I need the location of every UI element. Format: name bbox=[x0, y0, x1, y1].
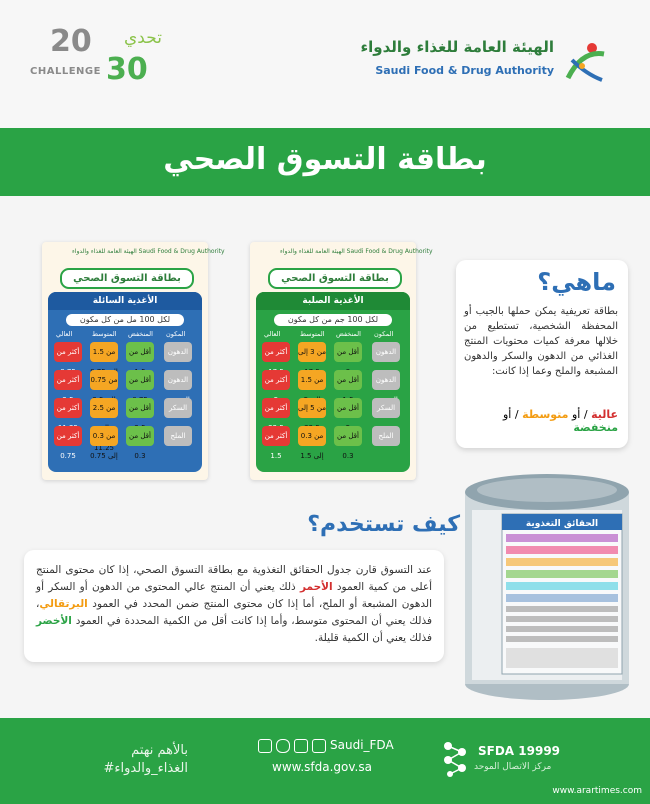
row-label: الدهون bbox=[164, 342, 192, 362]
sfda-emblem-icon bbox=[562, 40, 610, 86]
challenge-en: CHALLENGE bbox=[30, 66, 101, 77]
levels-line bbox=[456, 408, 618, 434]
title-banner bbox=[0, 128, 650, 196]
cell-low: أقل من 0.3 bbox=[126, 426, 154, 446]
youtube-icon[interactable] bbox=[312, 739, 326, 753]
col-content: المكون bbox=[166, 330, 186, 338]
website-link[interactable]: www.sfda.gov.sa bbox=[272, 760, 372, 774]
cell-high: أكثر من 1.5 bbox=[262, 426, 290, 446]
level-sep: / أو bbox=[503, 408, 523, 421]
card-unit: لكل 100 مل من كل مكون bbox=[66, 314, 184, 326]
cell-low: أقل من bbox=[334, 398, 362, 418]
cell-high: أكثر من 0.75 bbox=[54, 426, 82, 446]
cell-mid: من 0.3 إلى 1.5 bbox=[298, 426, 326, 446]
cell-high: أكثر من bbox=[54, 342, 82, 362]
cell-mid: من 0.75 bbox=[90, 370, 118, 390]
card-logo: الهيئة العامة للغذاء والدواء Saudi Food & Drug Authority bbox=[280, 248, 433, 255]
how-text-part: ذلك يعني أن المنتج عالي المحتوى من الدهون أو السكر أو الدهون المشبعة أو الملح، أما إذا كان محتوى المنتج ضمن المحدد في العمود bbox=[36, 581, 432, 610]
level-mid: متوسطة bbox=[522, 408, 569, 421]
cell-low: أقل من bbox=[126, 342, 154, 362]
sfda-logo bbox=[360, 36, 610, 92]
row-label: الملح bbox=[164, 426, 192, 446]
cell-low: أقل من bbox=[334, 370, 362, 390]
cell-low: أقل من bbox=[126, 370, 154, 390]
vision-2030-challenge-logo bbox=[28, 24, 178, 94]
card-table bbox=[48, 292, 202, 472]
highlight-green: الأخضر bbox=[36, 615, 72, 627]
page-title: بطاقة التسوق الصحي bbox=[163, 142, 487, 177]
header bbox=[0, 0, 650, 128]
col-mid: المتوسط bbox=[300, 330, 325, 338]
challenge-30: 30 bbox=[106, 52, 148, 87]
how-to-use-text bbox=[36, 562, 432, 647]
cell-mid: من 2.5 bbox=[90, 398, 118, 418]
level-sep: / أو bbox=[568, 408, 592, 421]
col-low: المنخفض bbox=[336, 330, 361, 338]
col-high: العالي bbox=[56, 330, 73, 338]
liquid-foods-card bbox=[42, 242, 225, 480]
row-label: الدهون bbox=[372, 370, 400, 390]
cell-high: أكثر من bbox=[262, 342, 290, 362]
slogan bbox=[98, 742, 188, 778]
twitter-icon[interactable] bbox=[258, 739, 272, 753]
cell-mid: من 0.3 إلى 0.75 bbox=[90, 426, 118, 446]
row-label: الدهون bbox=[372, 342, 400, 362]
cell-low: أقل من bbox=[334, 342, 362, 362]
sfda-name-en: Saudi Food & Drug Authority bbox=[375, 64, 554, 77]
col-content: المكون bbox=[374, 330, 394, 338]
card-table bbox=[256, 292, 410, 472]
how-text-part: ، فذلك يعني أن المحتوى متوسط، وأما إذا كانت أقل من الكمية المحددة في العمود bbox=[36, 598, 432, 627]
row-label: السكر bbox=[164, 398, 192, 418]
facebook-icon[interactable] bbox=[294, 739, 308, 753]
cell-low: أقل من bbox=[126, 398, 154, 418]
social-handle[interactable]: Saudi_FDA bbox=[330, 738, 394, 752]
card-title: بطاقة التسوق الصحي bbox=[60, 268, 194, 289]
how-to-use-box bbox=[24, 550, 444, 662]
highlight-orange: البرتقالي bbox=[39, 598, 88, 610]
how-to-use-title: كيف تستخدم؟ bbox=[307, 512, 460, 537]
solid-foods-card bbox=[250, 242, 433, 480]
card-unit: لكل 100 جم من كل مكون bbox=[274, 314, 392, 326]
slogan-line-1: بالأهم نهتم bbox=[131, 743, 188, 758]
col-mid: المتوسط bbox=[92, 330, 117, 338]
call-center-label: مركز الاتصال الموحد bbox=[474, 762, 552, 772]
what-is-it-box bbox=[456, 260, 628, 448]
footer bbox=[0, 718, 650, 804]
row-label: الملح bbox=[372, 426, 400, 446]
card-title: بطاقة التسوق الصحي bbox=[268, 268, 402, 289]
cell-mid: من 5 إلى bbox=[298, 398, 326, 418]
sfda-name-ar: الهيئة العامة للغذاء والدواء bbox=[360, 38, 554, 56]
challenge-20: 20 bbox=[50, 24, 92, 59]
row-label: الدهون bbox=[164, 370, 192, 390]
level-low: منخفضة bbox=[573, 421, 618, 434]
call-center-number[interactable]: SFDA 19999 bbox=[478, 744, 561, 758]
cell-high: أكثر من bbox=[262, 398, 290, 418]
card-logo: الهيئة العامة للغذاء والدواء Saudi Food & Drug Authority bbox=[72, 248, 225, 255]
cell-mid: من 1.5 bbox=[90, 342, 118, 362]
cell-high: أكثر من bbox=[54, 370, 82, 390]
cell-mid: من 1.5 bbox=[298, 370, 326, 390]
card-category: الأغذية الصلبة bbox=[256, 292, 410, 310]
challenge-ar: تحدي bbox=[124, 28, 162, 48]
cell-mid: من 3 إلى bbox=[298, 342, 326, 362]
what-description: بطاقة تعريفية يمكن حملها بالجيب أو المحفظة الشخصية، تستطيع من خلالها معرفة كميات محتويات المنتج الغذائي من الدهون والسكر والدهون المشبعة والملح وعما إذا كانت: bbox=[464, 306, 618, 377]
cell-high: أكثر من bbox=[262, 370, 290, 390]
instagram-icon[interactable] bbox=[276, 739, 290, 753]
level-high: عالية bbox=[591, 408, 618, 421]
how-text-part: عند التسوق قارن جدول الحقائق التغذوية مع بطاقة التسوق الصحي، إذا كان محتوى المنتج أعلى من كمية العمود bbox=[36, 564, 432, 593]
how-text-part: فذلك يعني أن الكمية قليلة. bbox=[314, 632, 432, 644]
cell-low: أقل من 0.3 bbox=[334, 426, 362, 446]
row-label: السكر bbox=[372, 398, 400, 418]
food-can-illustration bbox=[462, 470, 632, 702]
social-links bbox=[258, 738, 394, 753]
hashtag: #الغذاء_والدواء bbox=[103, 761, 188, 776]
call-center-icon bbox=[440, 740, 472, 778]
highlight-red: الأحمر bbox=[300, 581, 333, 593]
col-high: العالي bbox=[264, 330, 281, 338]
col-low: المنخفض bbox=[128, 330, 153, 338]
what-title: ماهي؟ bbox=[537, 268, 616, 296]
cell-high: أكثر من bbox=[54, 398, 82, 418]
watermark: www.arartimes.com bbox=[552, 786, 642, 796]
can-label: الحقائق التغذوية bbox=[525, 519, 599, 529]
card-category: الأغذية السائلة bbox=[48, 292, 202, 310]
